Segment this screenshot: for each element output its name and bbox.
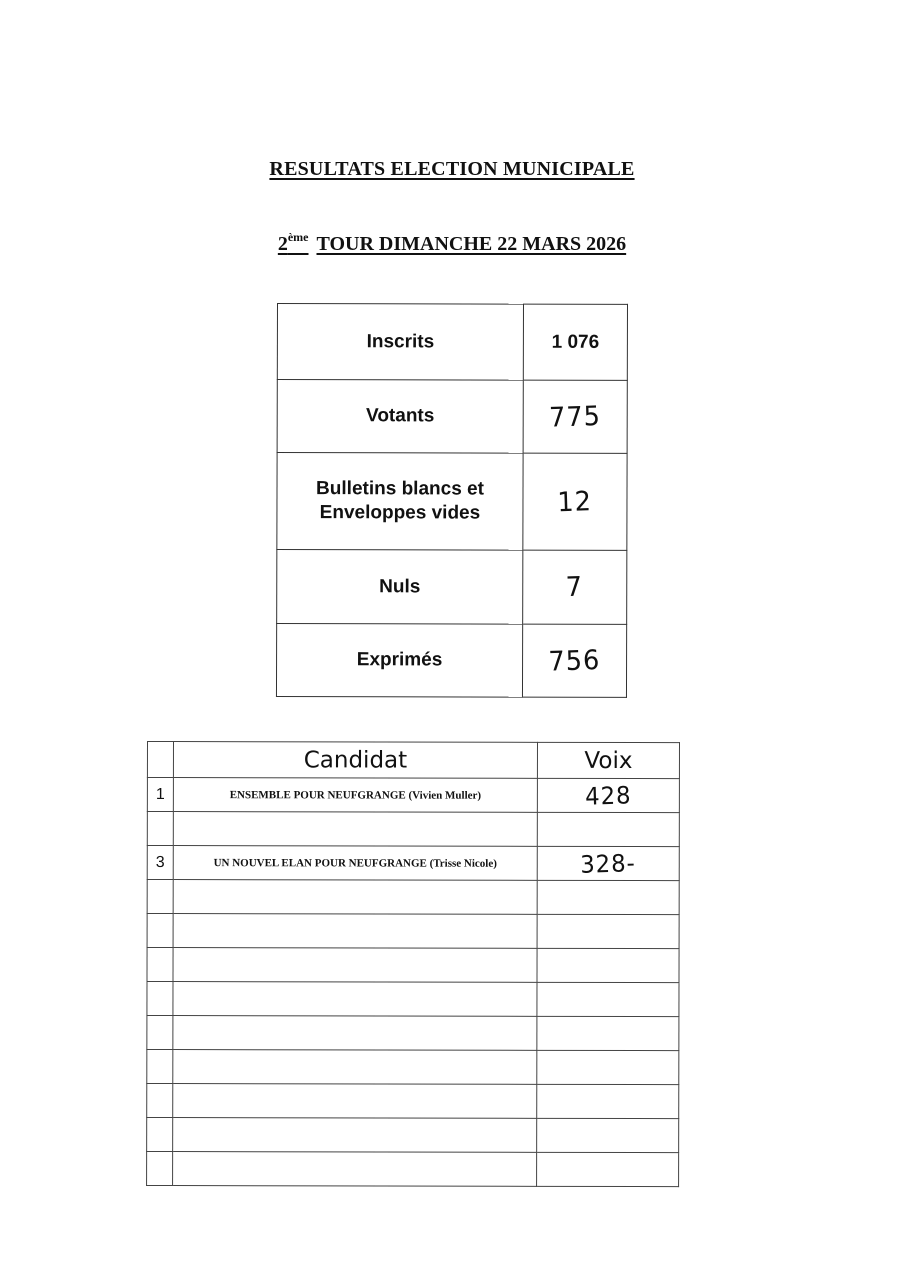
empty-cell <box>173 1016 537 1051</box>
candidates-table <box>146 741 680 1187</box>
round-number: 2 <box>277 233 288 255</box>
results-row-blancs <box>277 453 627 551</box>
candidate-row <box>147 846 679 881</box>
candidate-voix-cell <box>537 812 679 846</box>
empty-cell <box>537 1084 679 1118</box>
round-heading <box>0 230 900 256</box>
votants-cell <box>523 380 627 453</box>
round-text: TOUR DIMANCHE 22 MARS 2026 <box>316 233 627 255</box>
empty-cell <box>173 914 537 949</box>
exprimes-value: 756 <box>548 644 601 678</box>
candidate-row <box>147 812 679 847</box>
nuls-label: Nuls <box>277 550 523 625</box>
candidate-name: UN NOUVEL ELAN POUR NEUFGRANGE (Trisse Nicole) <box>173 846 537 881</box>
exprimes-label: Exprimés <box>276 624 522 698</box>
empty-row <box>147 1118 679 1153</box>
empty-row <box>147 914 679 949</box>
candidate-num: 3 <box>147 846 173 880</box>
votants-value: 775 <box>548 400 602 434</box>
blancs-label-line1: Bulletins blancs et <box>316 478 484 500</box>
empty-cell <box>147 914 173 948</box>
votants-label: Votants <box>277 380 523 454</box>
empty-cell <box>173 1084 537 1119</box>
empty-cell <box>537 1016 679 1050</box>
empty-cell <box>537 1118 679 1152</box>
blancs-label <box>277 453 523 551</box>
empty-row <box>147 1152 679 1187</box>
empty-row <box>147 948 679 983</box>
nuls-value: 7 <box>565 571 584 604</box>
empty-cell <box>537 880 679 914</box>
empty-row <box>147 1084 679 1119</box>
candidate-name <box>173 812 537 847</box>
results-row-inscrits <box>277 304 627 381</box>
round-suffix: ème <box>287 230 309 244</box>
candidate-name: ENSEMBLE POUR NEUFGRANGE (Vivien Muller) <box>173 778 537 813</box>
candidate-num <box>147 812 173 846</box>
header-voix: Voix <box>537 742 679 778</box>
exprimes-cell <box>522 624 626 697</box>
empty-cell <box>537 1152 679 1186</box>
empty-row <box>147 880 679 915</box>
header-candidat: Candidat <box>173 742 537 779</box>
blancs-value: 12 <box>557 485 593 518</box>
round-heading-text <box>277 230 627 255</box>
blancs-label-line2: Enveloppes vides <box>319 502 481 524</box>
candidate-voix: 328- <box>580 848 637 879</box>
blancs-cell <box>523 453 627 550</box>
empty-cell <box>147 948 173 982</box>
nuls-cell <box>523 550 627 624</box>
empty-cell <box>147 982 173 1016</box>
candidate-row <box>147 778 679 813</box>
empty-row <box>147 1050 679 1085</box>
empty-cell <box>147 1050 173 1084</box>
candidate-voix: 428 <box>584 780 632 811</box>
empty-cell <box>173 982 537 1017</box>
inscrits-value: 1 076 <box>523 304 627 380</box>
candidates-header-row <box>147 742 679 779</box>
empty-cell <box>173 948 537 983</box>
empty-cell <box>147 1084 173 1118</box>
title-text: RESULTATS ELECTION MUNICIPALE <box>269 158 635 180</box>
header-num <box>147 742 173 778</box>
empty-cell <box>537 914 679 948</box>
empty-cell <box>173 1118 537 1153</box>
results-row-nuls <box>277 550 627 625</box>
empty-row <box>147 982 679 1017</box>
empty-cell <box>173 1152 537 1187</box>
results-row-votants <box>277 380 627 454</box>
empty-cell <box>173 1050 537 1085</box>
candidate-voix-cell <box>537 846 679 880</box>
page-title <box>0 158 900 181</box>
empty-cell <box>537 1050 679 1084</box>
empty-cell <box>147 1016 173 1050</box>
empty-cell <box>537 982 679 1016</box>
empty-cell <box>147 880 173 914</box>
empty-row <box>147 1016 679 1051</box>
empty-cell <box>537 948 679 982</box>
inscrits-label: Inscrits <box>277 304 523 381</box>
results-table <box>276 303 628 698</box>
empty-cell <box>173 880 537 915</box>
results-row-exprimes <box>276 624 626 698</box>
candidate-voix-cell <box>537 778 679 812</box>
candidate-num: 1 <box>147 778 173 812</box>
empty-cell <box>147 1118 173 1152</box>
empty-cell <box>147 1152 173 1186</box>
